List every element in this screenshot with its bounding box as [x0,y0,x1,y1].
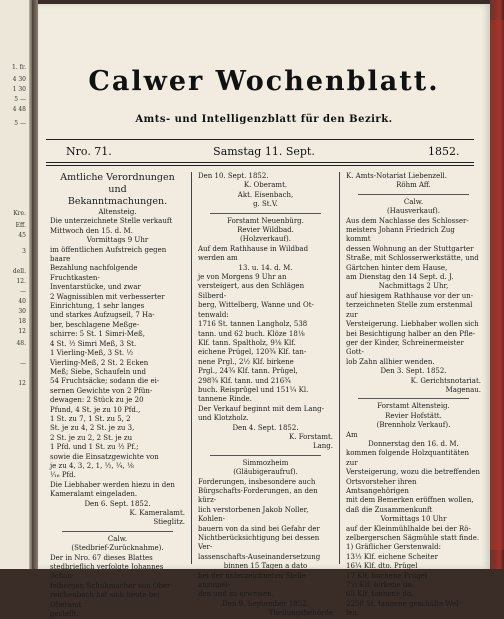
article-line: 13. u. 14. d. M. [238,263,293,272]
article-line: meisters Johann Friedrich Zug kommt [346,226,455,244]
article-line: lob Zahn allhier wenden. [346,357,435,366]
article-line: 2250 St. tannene geschälte Wel- [346,599,461,608]
article-line: 1 Vierling-Meß, 3 St. ½ [50,349,134,358]
article-line: 4 St. ½ Simri Meß, 3 St. [50,339,137,348]
article-line: bei der unterzeichneten Stelle anzumel- [198,571,306,590]
article-line: Der in Nro. 67 dieses Blattes [50,553,153,562]
article-line: und Klotzholz. [198,414,249,423]
article-line: dewagen: 2 Stück zu je 20 [50,396,144,405]
article-line: dessen Wohnung an der Stuttgarter [346,244,474,253]
article-line: Den 9. September 1852. [222,599,309,608]
article-line: auf hiesigem Rathhause vor der un- [346,291,474,300]
article-line: je von Morgens 9 Uhr an [198,273,287,282]
article-separator [62,531,173,532]
article-line: Nichtberücksichtigung bei dessen Ver- [198,534,320,552]
article-line: Stieglitz. [153,518,185,527]
article-line: K. Gerichtsnotariat. [410,376,481,385]
left-page-text: 5 — [14,96,26,103]
article-line: Vormittags 9 Uhr [86,236,149,245]
article-line: kommen folgende Holzquantitäten zur [346,449,470,467]
article-line: Calw. [403,197,424,206]
article-line: Kameralamt eingeladen. [50,490,138,499]
left-page-text: 30 [18,308,26,315]
article-line: Einrichtung, 1 sehr langes [50,302,145,311]
article-line: mit dem Bemerken eröffnen wollen, [346,496,474,505]
article-line: 65 Klf. tannene do. [346,590,414,599]
article-line: ¹⁄₁₆ Pfd. [50,471,76,480]
article-line: und starkes Aufzugseil, 7 Ha- [50,311,155,320]
article-line: Lang. [312,442,333,451]
article-line: tenwald: [198,310,229,319]
left-page-text: dell. [12,268,26,275]
article-line: Vierling-Meß, 2 St. 2 Ecken [50,358,149,367]
article-line: im öffentlichen Aufstreich gegen baare [50,245,167,264]
column-2 [198,172,333,619]
article-line: am Dienstag den 14 Sept. d. J. [346,273,454,282]
article-line: Forstamt Neuenbürg. [227,216,304,225]
article-line: g. St.V. [253,200,278,209]
article-line: Aus dem Nachlasse des Schlosser- [346,216,469,225]
left-page-text: Kre. [13,210,26,217]
article-line: K. Kameralamt. [129,509,185,517]
article-separator [358,398,469,399]
section-heading: Bekanntmachungen. [67,196,168,207]
article-line: reichenbach hat sich heute bei Oberamt [50,591,160,609]
left-page-text: 45 [18,232,26,239]
left-page-text: 5 — [14,120,26,127]
article-line: Den 4. Sept. 1852. [232,423,299,432]
article-line: 1716 St. tannen Langholz, 538 [198,320,308,329]
article-line: Den 10. Sept. 1852. [198,172,269,180]
left-page-fragment [0,0,32,569]
article-line: Theilungsbehörde [268,609,333,618]
article-line: werden am [198,254,238,263]
article-separator [210,455,321,456]
article-line: lich verstorbenen Jakob Noller, Kohlen- [198,505,309,524]
article-line: zelbergerschen Sägmühle statt finde. [346,534,480,543]
article-line: (Stedbrief-Zurücknahme). [71,544,164,553]
left-page-text: 4 30 [12,76,26,83]
article-line: Calw. [107,534,128,543]
article-line: tann. und 62 buch. Klöze 18⅛ [198,329,305,338]
article-line: 54 Fruchtsäcke; sodann die ei- [50,377,160,386]
article-line: Bezahlung nachfolgende Fruchtkasten- [50,264,138,282]
article-line: 17 Klf. buchene Prügel [346,571,428,580]
article-line: terzeichneten Stelle zum erstenmal zur [346,301,473,319]
left-page-text: 1 30 [12,86,26,93]
left-page-text: 4 48 [12,106,26,113]
article-line: 16¼ Klf. dto. Prügel [346,562,418,571]
article-line: Versteigerung. Liebhaber wollen sich [346,320,479,329]
article-line: gestellt. [50,610,79,619]
masthead-subtitle: Amts- und Intelligenzblatt für den Bezirk. [135,114,393,125]
article-line: binnen 15 Tagen a dato [223,562,308,571]
left-page-text: 48. [16,340,26,347]
article-line: Pfund, 4 St. je zu 10 Pfd., [50,405,141,414]
article-line: felberger, Schuhmacher von Ober- [50,581,173,590]
column-divider [191,172,192,564]
left-page-text: 12. [16,278,26,285]
article-line: 7⅓ Klf. birkene do. [346,581,414,590]
article-line: buch. Reisprügel und 151¼ Kl. [198,385,309,394]
article-line: auf der Kleinmühlhalde bei der Rö- [346,524,471,533]
article-line: Forderungen, insbesondere auch [198,477,316,486]
section-heading: Amtliche Verordnungen und [60,172,175,195]
article-line: 13⅓ Klf. eichene Scheiter [346,552,438,561]
article-separator [358,194,469,195]
article-line: Röhm Aff. [396,181,431,190]
article-separator [210,213,321,214]
article-line: schirre: 5 St. 1 Simri-Meß, [50,330,145,339]
article-line: St. je zu 4, 2 St. je zu 3, [50,424,135,433]
article-line: (Gläubigeraufruf). [233,468,298,477]
article-line: Inventarstücke, und zwar [50,283,141,292]
article-line: Mittwoch den 15. d. M. [50,226,133,235]
article-line: Gärtchen hinter dem Hause, [346,263,448,272]
article-line: versteigert, aus den Schlägen Silberd- [198,282,305,300]
article-line: Die unterzeichnete Stelle verkauft [50,217,173,226]
article-line: Simmozheim [242,458,289,467]
article-line: (Hausverkauf). [386,207,441,216]
article-line: Auf dem Rathhause in Wildbad [198,244,309,253]
left-page-text: 1. fr. [12,64,26,71]
column-3 [346,172,481,619]
article-line: Forstamt Altensteig. [377,402,450,411]
article-line: Bürgschafts-Forderungen, an den kürz- [198,487,318,505]
article-line: bauern von da sind bei Gefahr der [198,524,320,533]
left-page-text: — [20,360,26,367]
header-rule-bottom [46,162,474,163]
article-line: Vormittags 10 Uhr [380,515,447,524]
article-line: nene Prgl., 2½ Klf. birkene [198,357,294,366]
issue-date: Samstag 11. Sept. [213,145,315,158]
left-page-text: 12 [18,328,26,335]
article-line: eichene Prügel, 120¾ Klf. tan- [198,348,307,357]
article-line: lassenschafts-Auseinandersetzung [198,552,321,561]
book-spine [490,0,504,569]
left-page-text: 3 [22,248,26,255]
article-line: stedbrieflich verfolgte Johannes Schau- [50,563,164,581]
article-line: Straße, mit Schlosserwerkstätte, und [346,254,479,263]
article-line: K. Forstamt. [289,432,333,441]
article-line: Ortsvorsteher ihren Amtsangehörigen [346,477,417,495]
article-line: Klf. tann. Spaltholz, 9⅛ Klf. [198,338,296,347]
article-line: ber, beschlagene Meßge- [50,320,140,329]
article-line: (Brennholz Verkauf). [376,421,451,430]
article-line: Prgl., 24¾ Klf. tann. Prügel, [198,367,298,376]
article-line: tannene Rinde. [198,395,252,404]
article-line: Altensteig. [98,208,137,216]
article-line: ger der Kinder, Schreinermeister Gott- [346,338,464,357]
article-line: Revier Wildbad. [237,226,294,235]
article-line: Akt. Eisenbach, [237,190,294,199]
article-line: Nachmittags 2 Uhr, [378,282,449,291]
article-line: Den 6. Sept. 1852. [84,499,151,508]
left-page-text: 18 [18,318,26,325]
article-line: bei Besichtigung halber an den Pfle- [346,329,476,338]
article-line: Versteigerung, wozu die betreffenden [346,468,481,477]
article-line: 2 St. je zu 2, 2 St. je zu [50,433,133,442]
article-line: 1 Pfd. und 1 St. zu ½ Pf.; [50,443,139,452]
column-1 [50,172,185,619]
left-page-text: 40 [18,298,26,305]
article-line: 1 St. zu 7, 1 St. zu 5, 2 [50,414,131,423]
article-line: berg, Wittelberg, Wanne und Ot- [198,301,314,310]
left-page-text: 12 [18,380,26,387]
article-line: je zu 4, 3, 2, 1, ½, ¼, ⅛ [50,461,134,470]
article-line: sowie die Einsatzgewichte von [50,452,159,461]
article-line: den und zu erweisen. [198,590,274,599]
article-line: 298¾ Klf. tann. und 216¾ [198,376,291,385]
article-line: Am [346,430,358,439]
article-line: Revier Hofstätt. [385,411,442,420]
column-divider [339,172,340,564]
newspaper-page [38,4,490,619]
article-line: len. [346,609,360,618]
header-rule-top [46,139,474,140]
header-rule-double [46,165,474,166]
issue-year: 1852. [428,145,460,158]
masthead-title: Calwer Wochenblatt. [88,66,440,97]
article-line: Magenau. [445,385,481,394]
article-line: K. Oberamt. [243,181,288,190]
article-line: 1) Gräflicher Gerstenwald: [346,543,441,552]
article-line: K. Amts-Notariat Liebenzell. [346,172,447,180]
issue-number: Nro. 71. [66,145,112,158]
left-page-text: Eff. [15,222,26,229]
article-line: daß die Zusammenkunft [346,505,433,514]
article-line: 2 Wagnissiblen mit verbesserter [50,292,165,301]
article-line: sernen Gewichte von 2 Pfün- [50,386,153,395]
article-line: Der Verkauf beginnt mit dem Lang- [198,404,324,413]
article-line: (Holzverkauf). [240,235,291,244]
article-line: Donnerstag den 16. d. M. [368,439,459,448]
article-line: Den 3. Sept. 1852. [380,367,447,376]
article-line: Meß; Siebe, Schaufeln und [50,367,146,376]
article-line: Die Liebhaber werden hiezu in den [50,480,175,489]
left-page-text: — [20,288,26,295]
